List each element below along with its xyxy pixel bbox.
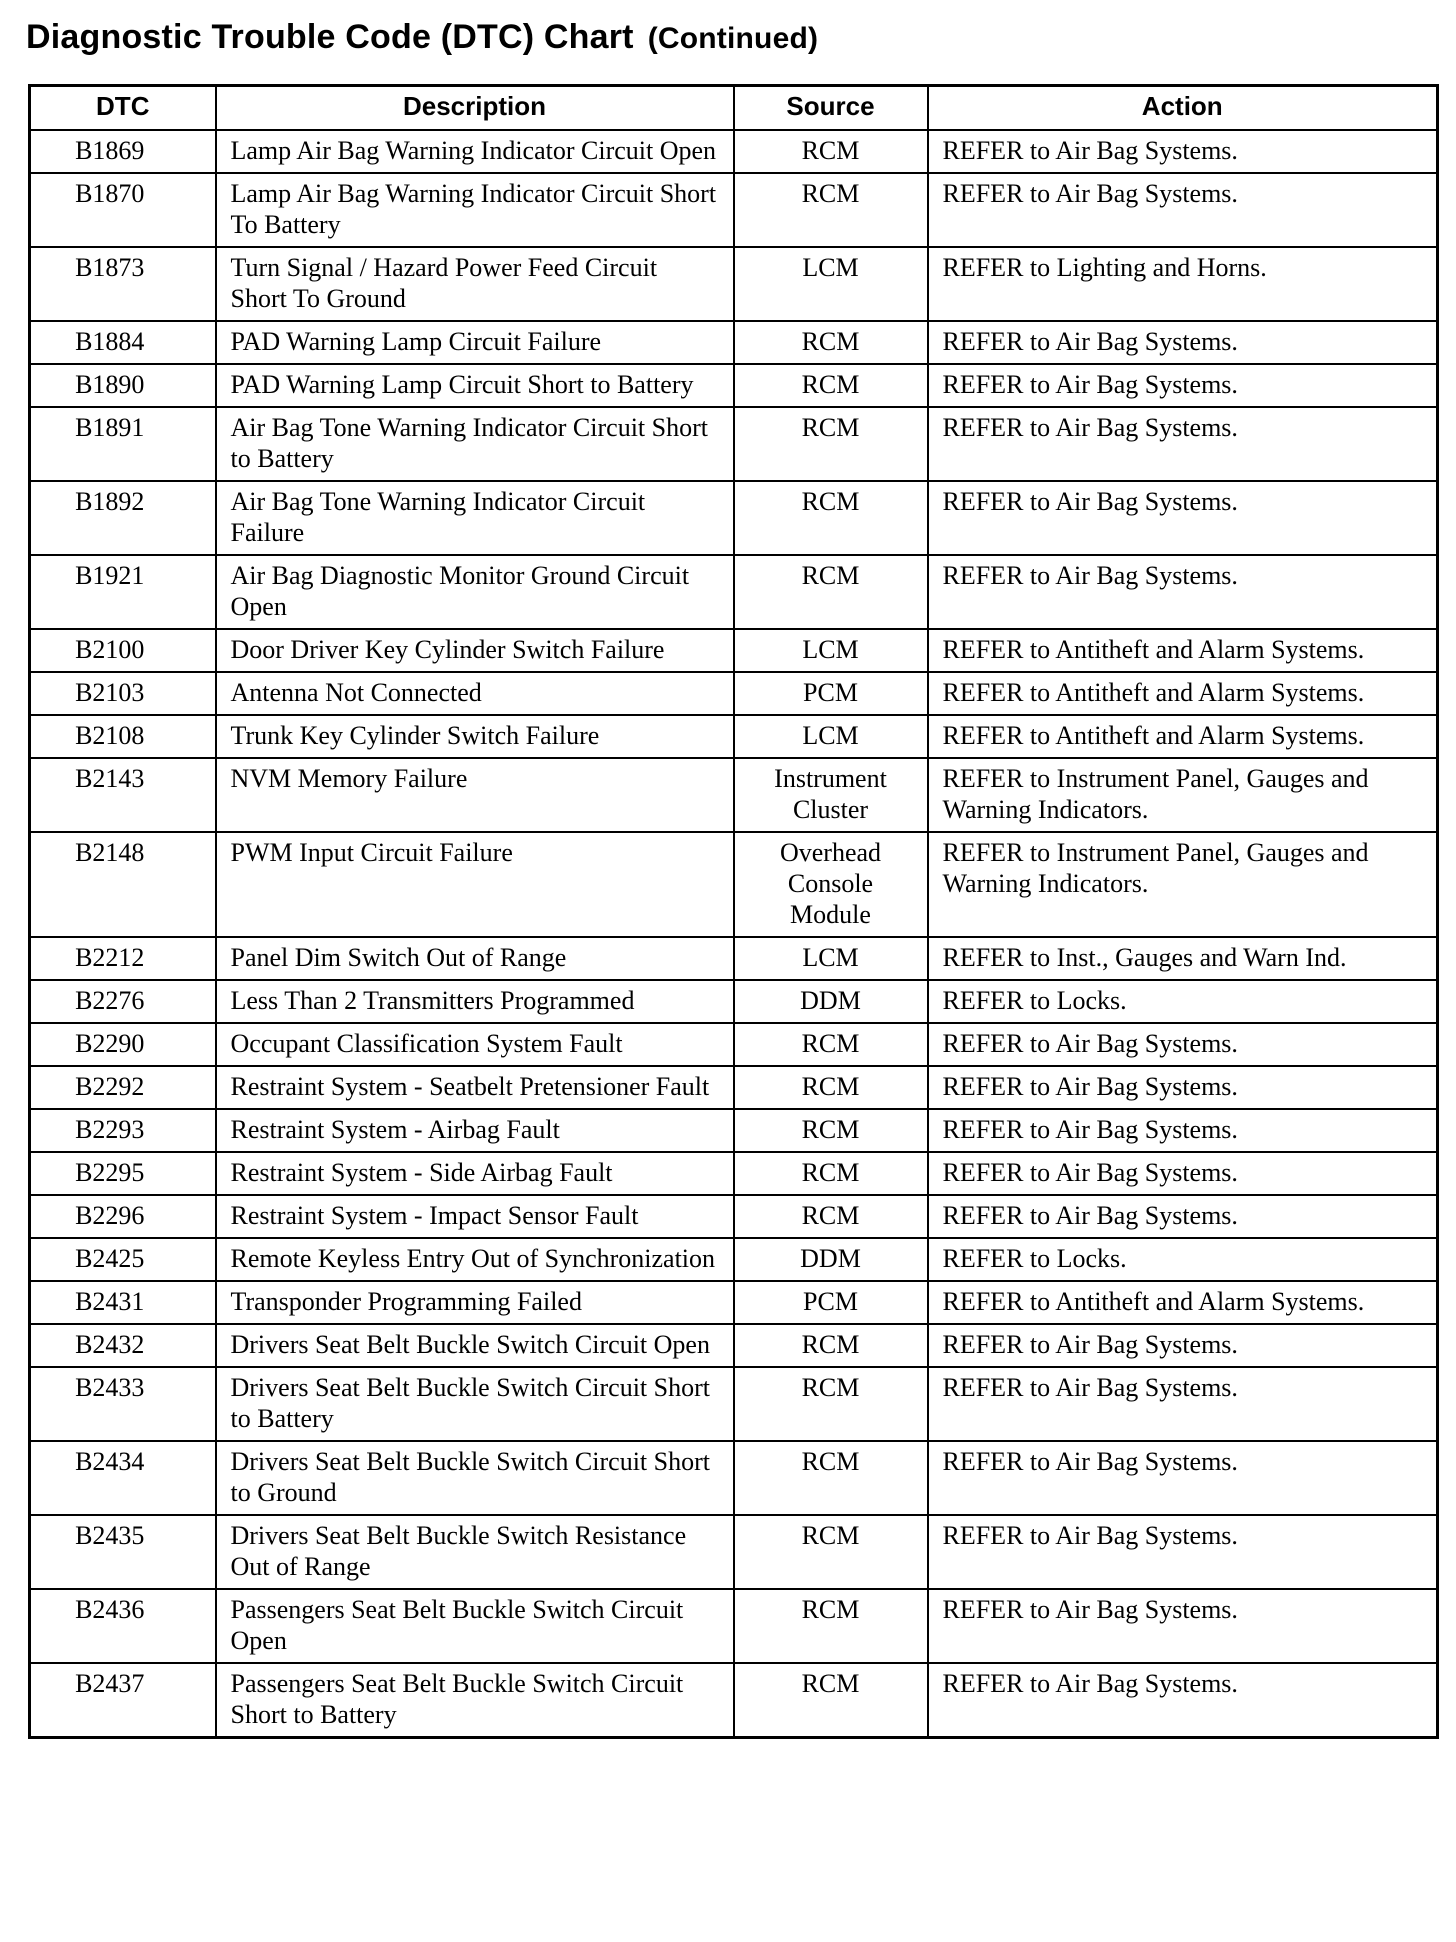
action-cell: REFER to Air Bag Systems. <box>928 1589 1438 1663</box>
dtc-code-cell: B2148 <box>30 832 216 937</box>
table-row <box>30 1515 1438 1589</box>
table-row <box>30 247 1438 321</box>
source-cell: RCM <box>734 1152 928 1195</box>
action-cell: REFER to Instrument Panel, Gauges and Warning Indicators. <box>928 832 1438 937</box>
dtc-code-cell: B1891 <box>30 407 216 481</box>
description-cell: Restraint System - Impact Sensor Fault <box>216 1195 734 1238</box>
action-cell: REFER to Air Bag Systems. <box>928 1441 1438 1515</box>
dtc-code-cell: B2108 <box>30 715 216 758</box>
table-row <box>30 1589 1438 1663</box>
source-cell: LCM <box>734 937 928 980</box>
action-cell: REFER to Air Bag Systems. <box>928 481 1438 555</box>
dtc-code-cell: B2276 <box>30 980 216 1023</box>
dtc-code-cell: B1921 <box>30 555 216 629</box>
column-header-description: Description <box>216 86 734 131</box>
dtc-code-cell: B2103 <box>30 672 216 715</box>
description-cell: Antenna Not Connected <box>216 672 734 715</box>
description-cell: Drivers Seat Belt Buckle Switch Resistance Out of Range <box>216 1515 734 1589</box>
table-row <box>30 481 1438 555</box>
page-title <box>26 18 818 57</box>
source-cell: RCM <box>734 321 928 364</box>
dtc-code-cell: B1873 <box>30 247 216 321</box>
dtc-code-cell: B2100 <box>30 629 216 672</box>
action-cell: REFER to Lighting and Horns. <box>928 247 1438 321</box>
action-cell: REFER to Air Bag Systems. <box>928 130 1438 173</box>
dtc-code-cell: B2431 <box>30 1281 216 1324</box>
source-cell: RCM <box>734 1195 928 1238</box>
table-row <box>30 1109 1438 1152</box>
dtc-code-cell: B2433 <box>30 1367 216 1441</box>
table-body <box>30 130 1438 1738</box>
description-cell: Passengers Seat Belt Buckle Switch Circuit Short to Battery <box>216 1663 734 1738</box>
source-cell: RCM <box>734 1367 928 1441</box>
action-cell: REFER to Locks. <box>928 1238 1438 1281</box>
dtc-code-cell: B2435 <box>30 1515 216 1589</box>
source-cell: RCM <box>734 173 928 247</box>
column-header-dtc: DTC <box>30 86 216 131</box>
action-cell: REFER to Antitheft and Alarm Systems. <box>928 715 1438 758</box>
source-cell: RCM <box>734 481 928 555</box>
action-cell: REFER to Air Bag Systems. <box>928 1023 1438 1066</box>
dtc-code-cell: B2143 <box>30 758 216 832</box>
source-cell: Instrument Cluster <box>734 758 928 832</box>
table-row <box>30 1152 1438 1195</box>
description-cell: Panel Dim Switch Out of Range <box>216 937 734 980</box>
action-cell: REFER to Inst., Gauges and Warn Ind. <box>928 937 1438 980</box>
description-cell: Remote Keyless Entry Out of Synchronization <box>216 1238 734 1281</box>
action-cell: REFER to Air Bag Systems. <box>928 1195 1438 1238</box>
description-cell: Drivers Seat Belt Buckle Switch Circuit Short to Battery <box>216 1367 734 1441</box>
dtc-code-cell: B2437 <box>30 1663 216 1738</box>
source-cell: RCM <box>734 1441 928 1515</box>
table-row <box>30 629 1438 672</box>
action-cell: REFER to Air Bag Systems. <box>928 1152 1438 1195</box>
table-row <box>30 1367 1438 1441</box>
description-cell: Lamp Air Bag Warning Indicator Circuit Short To Battery <box>216 173 734 247</box>
title-subtitle: (Continued) <box>647 22 819 55</box>
dtc-code-cell: B2290 <box>30 1023 216 1066</box>
description-cell: Turn Signal / Hazard Power Feed Circuit Short To Ground <box>216 247 734 321</box>
table-row <box>30 321 1438 364</box>
source-cell: RCM <box>734 130 928 173</box>
table-row <box>30 364 1438 407</box>
action-cell: REFER to Air Bag Systems. <box>928 364 1438 407</box>
action-cell: REFER to Air Bag Systems. <box>928 1066 1438 1109</box>
action-cell: REFER to Air Bag Systems. <box>928 1515 1438 1589</box>
action-cell: REFER to Antitheft and Alarm Systems. <box>928 672 1438 715</box>
dtc-code-cell: B1870 <box>30 173 216 247</box>
dtc-code-cell: B2293 <box>30 1109 216 1152</box>
description-cell: Drivers Seat Belt Buckle Switch Circuit Open <box>216 1324 734 1367</box>
description-cell: Door Driver Key Cylinder Switch Failure <box>216 629 734 672</box>
source-cell: RCM <box>734 1515 928 1589</box>
description-cell: Lamp Air Bag Warning Indicator Circuit Open <box>216 130 734 173</box>
table-row <box>30 407 1438 481</box>
table-row <box>30 130 1438 173</box>
table-row <box>30 555 1438 629</box>
description-cell: PAD Warning Lamp Circuit Failure <box>216 321 734 364</box>
description-cell: Passengers Seat Belt Buckle Switch Circuit Open <box>216 1589 734 1663</box>
description-cell: Restraint System - Airbag Fault <box>216 1109 734 1152</box>
description-cell: Restraint System - Seatbelt Pretensioner Fault <box>216 1066 734 1109</box>
table-row <box>30 1195 1438 1238</box>
table-row <box>30 1281 1438 1324</box>
dtc-code-cell: B2292 <box>30 1066 216 1109</box>
description-cell: PAD Warning Lamp Circuit Short to Battery <box>216 364 734 407</box>
table-row <box>30 1441 1438 1515</box>
source-cell: RCM <box>734 407 928 481</box>
source-cell: Overhead Console Module <box>734 832 928 937</box>
table-row <box>30 173 1438 247</box>
table-row <box>30 1023 1438 1066</box>
description-cell: Air Bag Tone Warning Indicator Circuit Short to Battery <box>216 407 734 481</box>
dtc-code-cell: B2432 <box>30 1324 216 1367</box>
dtc-code-cell: B2212 <box>30 937 216 980</box>
source-cell: DDM <box>734 1238 928 1281</box>
dtc-code-cell: B1869 <box>30 130 216 173</box>
source-cell: RCM <box>734 1023 928 1066</box>
source-cell: PCM <box>734 1281 928 1324</box>
source-cell: LCM <box>734 715 928 758</box>
action-cell: REFER to Air Bag Systems. <box>928 555 1438 629</box>
action-cell: REFER to Antitheft and Alarm Systems. <box>928 629 1438 672</box>
action-cell: REFER to Air Bag Systems. <box>928 1367 1438 1441</box>
table-header-row <box>30 86 1438 131</box>
description-cell: Drivers Seat Belt Buckle Switch Circuit Short to Ground <box>216 1441 734 1515</box>
action-cell: REFER to Air Bag Systems. <box>928 1324 1438 1367</box>
dtc-code-cell: B2296 <box>30 1195 216 1238</box>
table-row <box>30 672 1438 715</box>
table-row <box>30 937 1438 980</box>
description-cell: Air Bag Tone Warning Indicator Circuit Failure <box>216 481 734 555</box>
description-cell: NVM Memory Failure <box>216 758 734 832</box>
description-cell: Less Than 2 Transmitters Programmed <box>216 980 734 1023</box>
title-text: Diagnostic Trouble Code (DTC) Chart <box>26 18 634 56</box>
description-cell: Transponder Programming Failed <box>216 1281 734 1324</box>
source-cell: RCM <box>734 1663 928 1738</box>
source-cell: LCM <box>734 629 928 672</box>
action-cell: REFER to Air Bag Systems. <box>928 173 1438 247</box>
source-cell: DDM <box>734 980 928 1023</box>
dtc-code-cell: B2425 <box>30 1238 216 1281</box>
dtc-table <box>28 84 1439 1739</box>
table-row <box>30 1238 1438 1281</box>
table-row <box>30 1663 1438 1738</box>
description-cell: Occupant Classification System Fault <box>216 1023 734 1066</box>
table-row <box>30 832 1438 937</box>
dtc-code-cell: B2436 <box>30 1589 216 1663</box>
source-cell: RCM <box>734 1324 928 1367</box>
column-header-action: Action <box>928 86 1438 131</box>
description-cell: Air Bag Diagnostic Monitor Ground Circuit Open <box>216 555 734 629</box>
source-cell: PCM <box>734 672 928 715</box>
dtc-code-cell: B1890 <box>30 364 216 407</box>
source-cell: RCM <box>734 364 928 407</box>
source-cell: RCM <box>734 1589 928 1663</box>
action-cell: REFER to Air Bag Systems. <box>928 321 1438 364</box>
action-cell: REFER to Instrument Panel, Gauges and Warning Indicators. <box>928 758 1438 832</box>
table-row <box>30 980 1438 1023</box>
action-cell: REFER to Air Bag Systems. <box>928 407 1438 481</box>
description-cell: PWM Input Circuit Failure <box>216 832 734 937</box>
action-cell: REFER to Antitheft and Alarm Systems. <box>928 1281 1438 1324</box>
action-cell: REFER to Air Bag Systems. <box>928 1663 1438 1738</box>
source-cell: RCM <box>734 1066 928 1109</box>
table-row <box>30 1324 1438 1367</box>
table-row <box>30 715 1438 758</box>
table-row <box>30 758 1438 832</box>
source-cell: RCM <box>734 555 928 629</box>
description-cell: Trunk Key Cylinder Switch Failure <box>216 715 734 758</box>
dtc-code-cell: B2434 <box>30 1441 216 1515</box>
description-cell: Restraint System - Side Airbag Fault <box>216 1152 734 1195</box>
table-row <box>30 1066 1438 1109</box>
column-header-source: Source <box>734 86 928 131</box>
source-cell: LCM <box>734 247 928 321</box>
action-cell: REFER to Air Bag Systems. <box>928 1109 1438 1152</box>
dtc-code-cell: B1892 <box>30 481 216 555</box>
dtc-code-cell: B2295 <box>30 1152 216 1195</box>
source-cell: RCM <box>734 1109 928 1152</box>
dtc-code-cell: B1884 <box>30 321 216 364</box>
action-cell: REFER to Locks. <box>928 980 1438 1023</box>
